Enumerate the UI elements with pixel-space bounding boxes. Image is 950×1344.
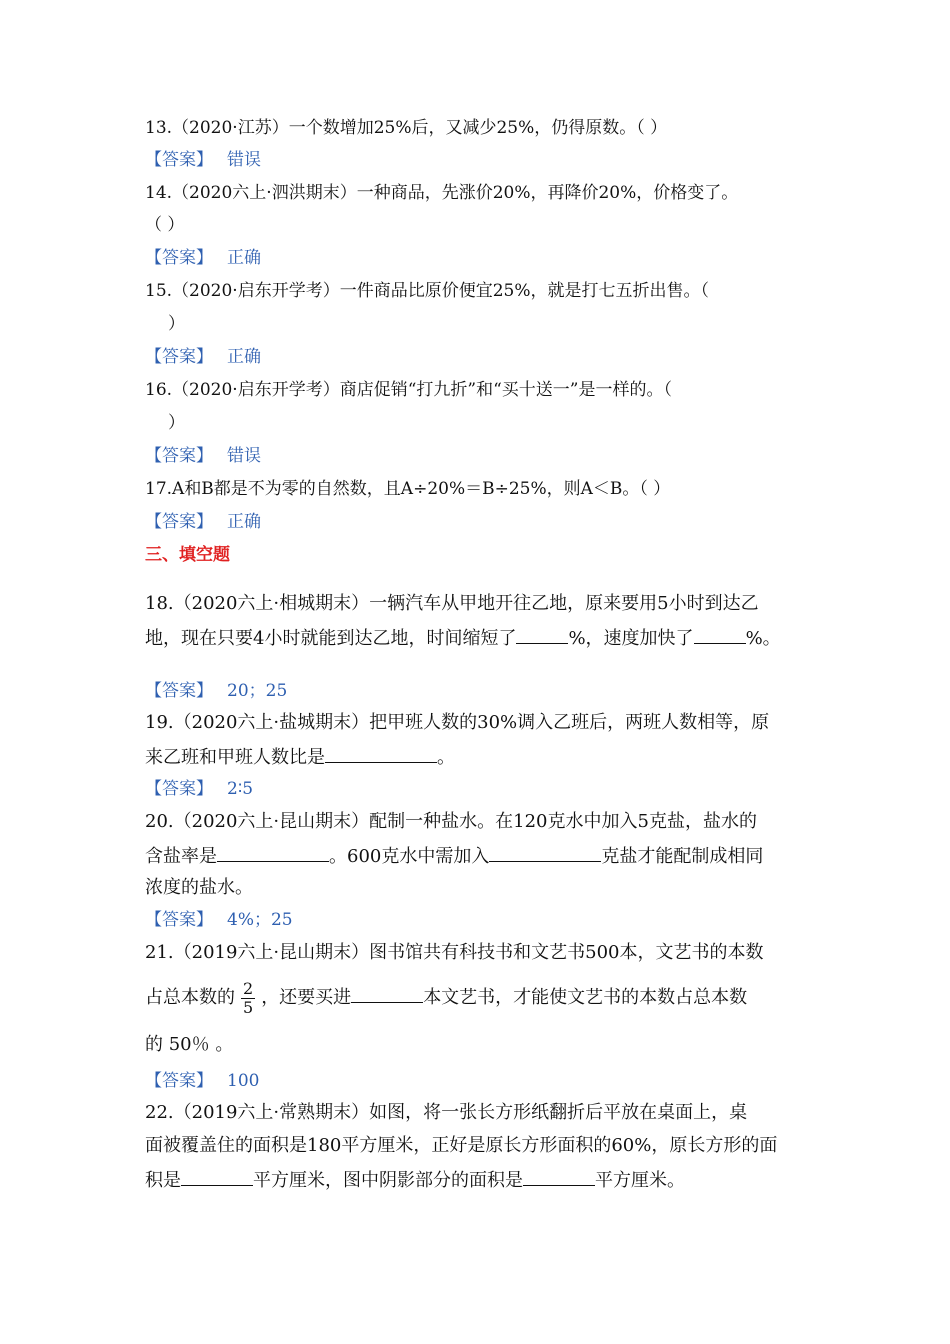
question-19-line2 bbox=[145, 744, 455, 770]
answer-tag: 【答案】 bbox=[145, 446, 213, 466]
answer-value: 4%；25 bbox=[227, 910, 293, 930]
fraction-denominator: 5 bbox=[243, 997, 254, 1017]
answer-16 bbox=[145, 444, 261, 468]
answer-18 bbox=[145, 679, 287, 703]
answer-value: 正确 bbox=[227, 512, 261, 532]
question-22-line2: 面被覆盖住的面积是180平方厘米，正好是原长方形面积的60%，原长方形的面 bbox=[145, 1135, 778, 1156]
answer-14 bbox=[145, 246, 261, 270]
fraction-numerator: 2 bbox=[243, 978, 254, 998]
answer-tag: 【答案】 bbox=[145, 779, 213, 799]
answer-tag: 【答案】 bbox=[145, 347, 213, 367]
question-18: 18.（2020六上·相城期末）一辆汽车从甲地开往乙地，原来要用5小时到达乙 bbox=[145, 593, 759, 614]
answer-value: 错误 bbox=[227, 150, 261, 170]
question-22: 22.（2019六上·常熟期末）如图，将一张长方形纸翻折后平放在桌面上，桌 bbox=[145, 1102, 748, 1123]
answer-tag: 【答案】 bbox=[145, 1071, 213, 1091]
answer-value: 2∶5 bbox=[227, 779, 254, 799]
text: 。 bbox=[437, 747, 455, 768]
answer-tag: 【答案】 bbox=[145, 681, 213, 701]
answer-value: 错误 bbox=[227, 446, 261, 466]
question-15-line2: ） bbox=[168, 314, 185, 334]
question-21-line3: 的 50％ 。 bbox=[145, 1034, 234, 1055]
answer-19 bbox=[145, 777, 253, 801]
text: 平方厘米，图中阴影部分的面积是 bbox=[253, 1170, 523, 1191]
question-18-line2 bbox=[145, 625, 781, 651]
question-20-line3: 浓度的盐水。 bbox=[145, 877, 253, 898]
answer-value: 20；25 bbox=[227, 681, 288, 701]
text: 平方厘米。 bbox=[595, 1170, 685, 1191]
answer-21 bbox=[145, 1069, 259, 1093]
text: 克盐才能配制成相同 bbox=[601, 846, 764, 867]
text: %。 bbox=[745, 628, 781, 649]
question-21: 21.（2019六上·昆山期末）图书馆共有科技书和文艺书500本，文艺书的本数 bbox=[145, 942, 764, 963]
question-15: 15.（2020·启东开学考）一件商品比原价便宜25%，就是打七五折出售。（ bbox=[145, 281, 709, 301]
question-16: 16.（2020·启东开学考）商店促销“打九折”和“买十送一”是一样的。（ bbox=[145, 380, 672, 400]
text: 来乙班和甲班人数比是 bbox=[145, 747, 325, 768]
section-heading: 三、填空题 bbox=[145, 545, 230, 565]
blank bbox=[523, 1167, 595, 1186]
text: %，速度加快了 bbox=[568, 628, 694, 649]
blank bbox=[217, 843, 329, 862]
question-20-line2 bbox=[145, 843, 763, 869]
text: 。600克水中需加入 bbox=[329, 846, 490, 867]
answer-value: 正确 bbox=[227, 248, 261, 268]
question-19: 19.（2020六上·盐城期末）把甲班人数的30%调入乙班后，两班人数相等，原 bbox=[145, 712, 770, 733]
fraction bbox=[241, 980, 255, 1017]
text: 本文艺书，才能使文艺书的本数占总本数 bbox=[423, 987, 748, 1008]
text: 含盐率是 bbox=[145, 846, 217, 867]
answer-tag: 【答案】 bbox=[145, 248, 213, 268]
blank bbox=[694, 625, 746, 644]
answer-15 bbox=[145, 345, 261, 369]
blank bbox=[325, 744, 437, 763]
text: 积是 bbox=[145, 1170, 181, 1191]
text: 占总本数的 bbox=[145, 987, 235, 1008]
answer-tag: 【答案】 bbox=[145, 150, 213, 170]
answer-value: 正确 bbox=[227, 347, 261, 367]
text: ，还要买进 bbox=[261, 987, 352, 1008]
question-14: 14.（2020六上·泗洪期末）一种商品，先涨价20%，再降价20%，价格变了。 bbox=[145, 183, 739, 203]
question-13: 13.（2020·江苏）一个数增加25%后，又减少25%，仍得原数。（ ） bbox=[145, 118, 668, 138]
blank bbox=[181, 1167, 253, 1186]
answer-20 bbox=[145, 908, 293, 932]
text: 地，现在只要4小时就能到达乙地，时间缩短了 bbox=[145, 628, 517, 649]
answer-13 bbox=[145, 148, 261, 172]
question-17: 17.A和B都是不为零的自然数，且A÷20%＝B÷25%，则A＜B。（ ） bbox=[145, 479, 671, 499]
question-14-line2: （ ） bbox=[145, 215, 185, 235]
question-21-line2 bbox=[145, 978, 747, 1018]
blank bbox=[351, 984, 423, 1003]
answer-tag: 【答案】 bbox=[145, 910, 213, 930]
answer-17 bbox=[145, 510, 261, 534]
question-22-line3 bbox=[145, 1167, 685, 1193]
answer-value: 100 bbox=[227, 1071, 260, 1091]
question-16-line2: ） bbox=[168, 413, 185, 433]
answer-tag: 【答案】 bbox=[145, 512, 213, 532]
blank bbox=[516, 625, 568, 644]
question-20: 20.（2020六上·昆山期末）配制一种盐水。在120克水中加入5克盐，盐水的 bbox=[145, 811, 757, 832]
blank bbox=[489, 843, 601, 862]
